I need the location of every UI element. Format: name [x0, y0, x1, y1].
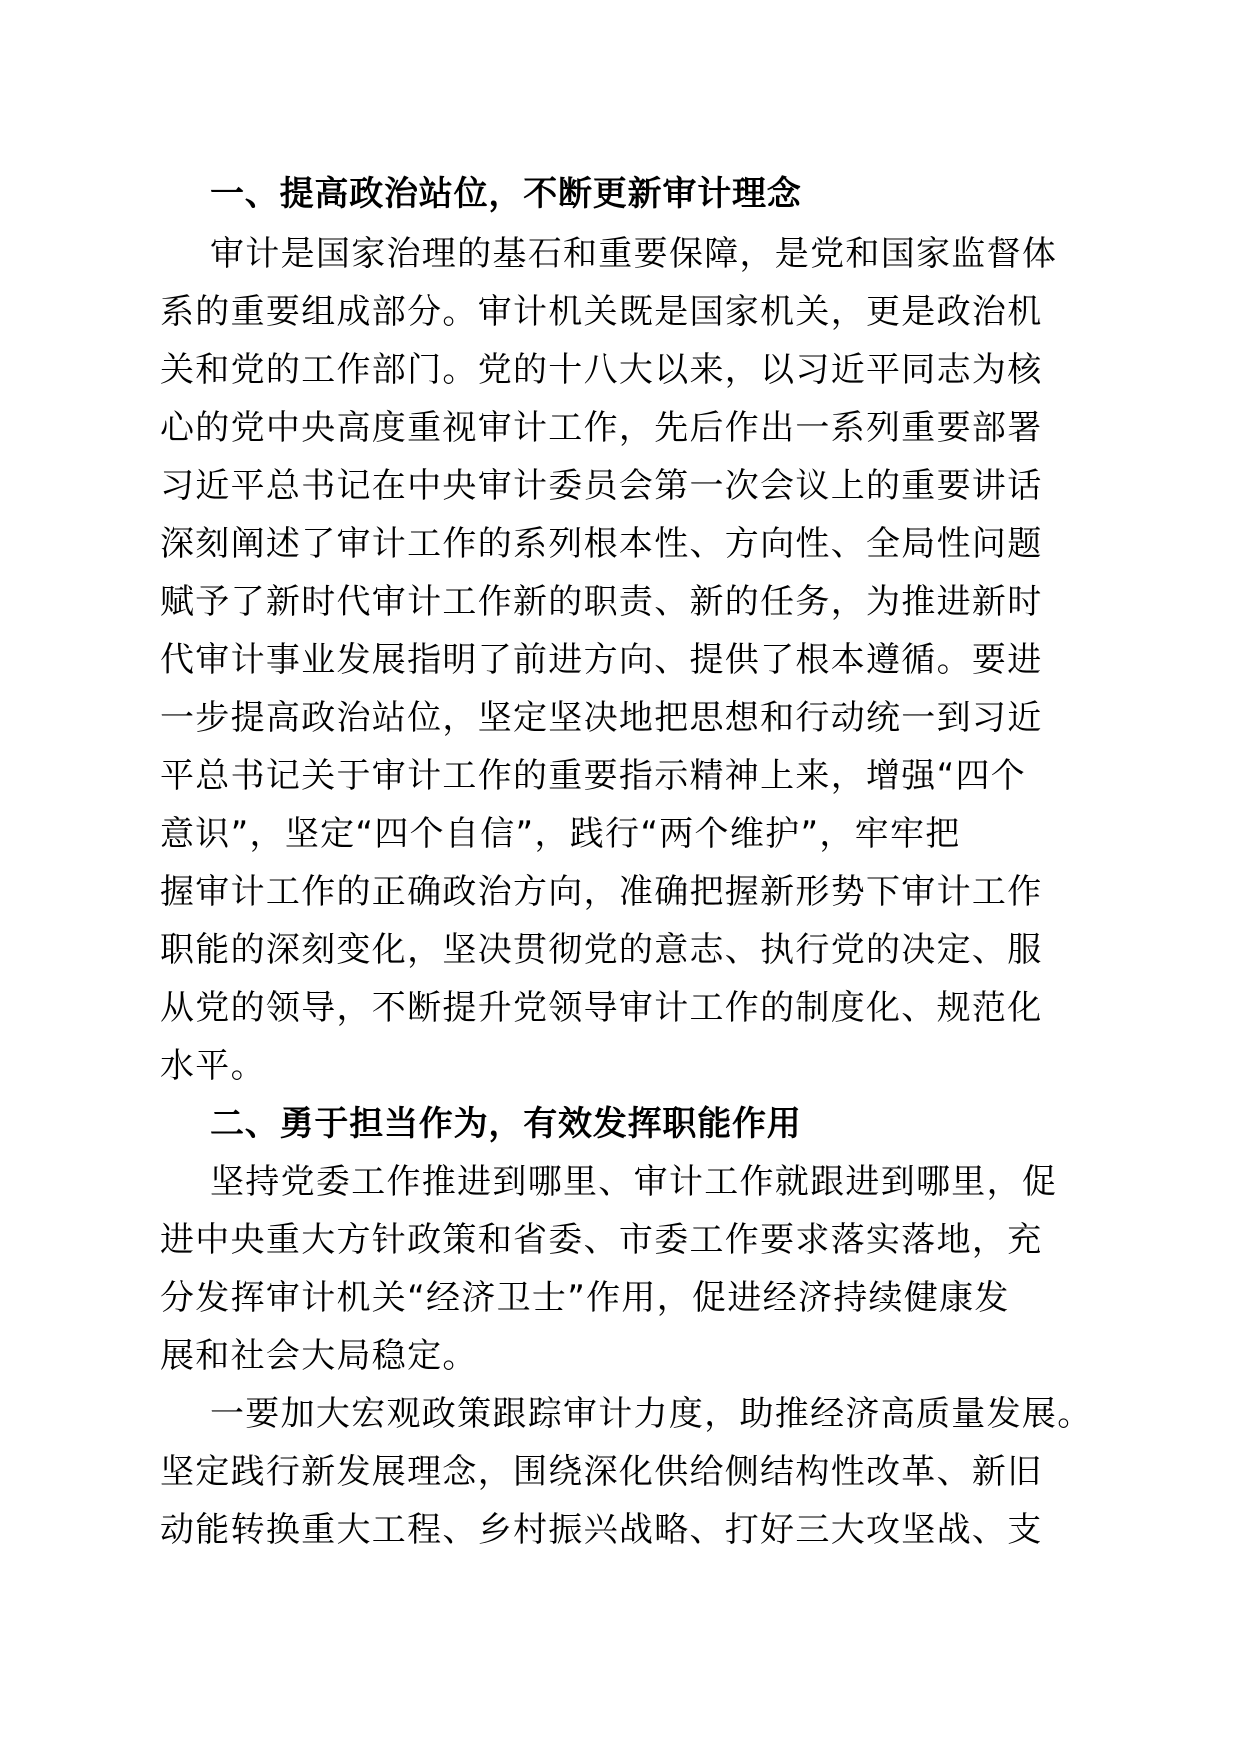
paragraph-line: 分发挥审计机关“经济卫士”作用，促进经济持续健康发: [160, 1278, 1010, 1318]
paragraph-line: 心的党中央高度重视审计工作，先后作出一系列重要部署: [160, 408, 1043, 448]
paragraph-line: 坚持党委工作推进到哪里、审计工作就跟进到哪里，促: [210, 1162, 1058, 1202]
paragraph-line: 审计是国家治理的基石和重要保障，是党和国家监督体: [210, 234, 1058, 274]
paragraph-line: 进中央重大方针政策和省委、市委工作要求落实落地，充: [160, 1220, 1043, 1260]
paragraph-line: 习近平总书记在中央审计委员会第一次会议上的重要讲话: [160, 466, 1043, 506]
paragraph-line: 职能的深刻变化，坚决贯彻党的意志、执行党的决定、服: [160, 930, 1043, 970]
paragraph-line: 一要加大宏观政策跟踪审计力度，助推经济高质量发展。: [210, 1394, 1093, 1434]
paragraph-line: 一步提高政治站位，坚定坚决地把思想和行动统一到习近: [160, 698, 1043, 738]
paragraph-line: 从党的领导，不断提升党领导审计工作的制度化、规范化: [160, 988, 1043, 1028]
paragraph-line: 水平。: [160, 1046, 266, 1086]
paragraph-line: 握审计工作的正确政治方向，准确把握新形势下审计工作: [160, 872, 1043, 912]
paragraph-line: 代审计事业发展指明了前进方向、提供了根本遵循。要进: [160, 640, 1043, 680]
paragraph-line: 动能转换重大工程、乡村振兴战略、打好三大攻坚战、支: [160, 1510, 1043, 1550]
paragraph-line: 深刻阐述了审计工作的系列根本性、方向性、全局性问题: [160, 524, 1043, 564]
paragraph-line: 系的重要组成部分。审计机关既是国家机关，更是政治机: [160, 292, 1043, 332]
paragraph-line: 赋予了新时代审计工作新的职责、新的任务，为推进新时: [160, 582, 1043, 622]
section-heading-1: 一、提高政治站位，不断更新审计理念: [210, 174, 802, 214]
paragraph-line: 意识”，坚定“四个自信”，践行“两个维护”，牢牢把: [160, 814, 961, 854]
paragraph-line: 平总书记关于审计工作的重要指示精神上来，增强“四个: [160, 756, 1027, 796]
paragraph-line: 关和党的工作部门。党的十八大以来，以习近平同志为核: [160, 350, 1043, 390]
section-heading-2: 二、勇于担当作为，有效发挥职能作用: [210, 1104, 802, 1144]
paragraph-line: 展和社会大局稳定。: [160, 1336, 478, 1376]
paragraph-line: 坚定践行新发展理念，围绕深化供给侧结构性改革、新旧: [160, 1452, 1043, 1492]
